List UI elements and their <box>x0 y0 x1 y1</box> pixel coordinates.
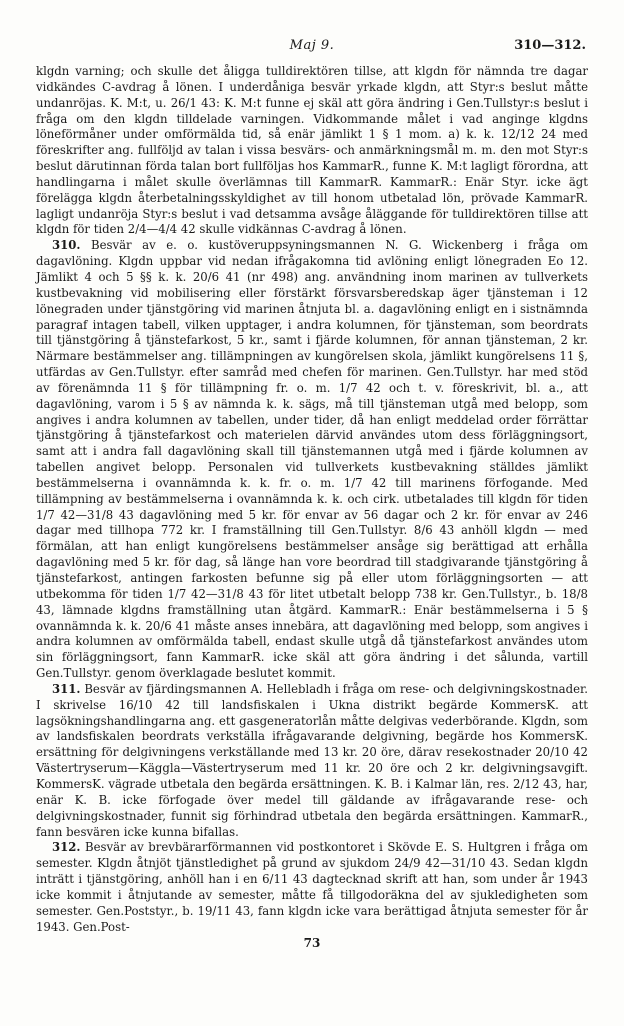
case-number-310: 310. <box>52 238 81 253</box>
paragraph-310 <box>36 238 588 682</box>
page-body <box>36 64 588 935</box>
page-header <box>36 38 588 56</box>
page-number: 73 <box>303 936 321 950</box>
header-case-range: 310—312. <box>514 38 586 53</box>
paragraph-text: Besvär av e. o. kustöveruppsyningsmannen N. G. Wickenberg i fråga om dagavlöning. Klgdn uppbar vid nedan ifrågakomna tid avlöning enligt lönegraden Eo 12. Jämlikt 4 och 5 §§ k. k. 20/6 41 (nr 498) ang. användning inom marinen av tullverkets kustbevakning vid mobilisering eller förstärkt försvarsberedskap äger tjänsteman i 12 lönegraden under tjänstgöring vid marinen åtnjuta bl. a. dagavlöning enligt en i sistnämnda paragraf intagen tabell, vilken upptager, i andra kolumnen, för tjänsteman, som beordrats till tjänstgöring å tjänstefarkost, 5 kr., samt i fjärde kolumnen, för annan tjänsteman, 2 kr. Närmare bestämmelser ang. tillämpningen av kungörelsen skola, jämlikt kungörelsens 11 §, utfärdas av Gen.Tullstyr. efter samråd med chefen för marinen. Gen.Tullstyr. har med stöd av förenämnda 11 § för tillämpning fr. o. m. 1/7 42 och t. v. föreskrivit, bl. a., att dagavlöning, varom i 5 § av nämnda k. k. sägs, må till tjänsteman utgå med belopp, som angives i andra kolumnen av tabellen, under tider, då han enligt meddelad order förrättar tjänstgöring å tjänstefarkost och materielen därvid användes utom dess förläggningsort, samt att i andra fall dagavlöning skall till tjänstemannen utgå med i fjärde kolumnen av tabellen angivet belopp. Personalen vid tullverkets kustbevakning ställdes jämlikt bestämmelserna i ovannämnda k. k. fr. o. m. 1/7 42 till marinens förfogande. Med tillämpning av bestämmelserna i ovannämnda k. k. och cirk. utbetalades till klgdn för tiden 1/7 42—31/8 43 dagavlöning med 5 kr. för envar av 56 dagar och 2 kr. för envar av 246 dagar med tillhopa 772 kr. I framställning till Gen.Tullstyr. 8/6 43 anhöll klgdn — med förmälan, att han enligt kungörelsens bestämmelser ansåge sig berättigad att erhålla dagavlöning med 5 kr. för dag, så länge han vore beordrad till stadgivarande tjänstgöring å tjänstefarkost, antingen farkosten befunne sig på eller utom förläggningsorten — att utbekomma för tiden 1/7 42—31/8 43 för litet utbetalt belopp 738 kr. Gen.Tullstyr., b. 18/8 43, lämnade klgdns framställning utan åtgärd. KammarR.: Enär bestämmelserna i 5 § ovannämnda k. k. 20/6 41 måste anses innebära, att dagavlöning med belopp, som angives i andra kolumnen av omförmälda tabell, endast skulle utgå då tjänstefarkost användes utom sin förläggningsort, fann KammarR. icke skäl att göra ändring i det sålunda, vartill Gen.Tullstyr. genom överklagade beslutet kommit. <box>36 238 588 681</box>
paragraph-continued <box>36 64 588 238</box>
paragraph-311 <box>36 682 588 840</box>
paragraph-312 <box>36 840 588 935</box>
header-title: Maj 9. <box>289 38 335 53</box>
paragraph-text: Besvär av brevbärarförmannen vid postkontoret i Skövde E. S. Hultgren i fråga om semester. Klgdn åtnjöt tjänstledighet på grund av sjukdom 24/9 42—31/10 43. Sedan klgdn inträtt i tjänstgöring, anhöll han i en 6/11 43 dagtecknad skrift att han, som under år 1943 icke kommit i åtnjutande av semester, måtte få tillgodoräkna del av sjukledigheten som semester. Gen.Poststyr., b. 19/11 43, fann klgdn icke vara berättigad åtnjuta semester för år 1943. Gen.Post- <box>36 840 589 934</box>
paragraph-text: klgdn varning; och skulle det åligga tulldirektören tillse, att klgdn för nämnda tre dagar vidkändes C-avdrag å lönen. I underdåniga besvär yrkade klgdn, att Styr:s beslut måtte undanröjas. K. M:t, u. 26/1 43: K. M:t funne ej skäl att göra ändring i Gen.Tullstyr:s beslut i fråga om den klgdn tilldelade varningen. Vidkommande målet i vad anginge klgdns löneförmåner under omförmälda tid, så enär jämlikt 1 § 1 mom. a) k. k. 12/12 24 med föreskrifter ang. fullföljd av talan i vissa besvärs- och anmärkningsmål m. m. den mot Styr:s beslut därutinnan förda talan bort fullföljas hos KammarR., funne K. M:t lagligt förordna, att handlingarna i målet skulle överlämnas till KammarR. KammarR.: Enär Styr. icke ägt förelägga klgdn återbetalningsskyldighet av till honom utbetalad lön, prövade KammarR. lagligt undanröja Styr:s beslut i vad detsamma avsåge åläggande för tulldirektören tillse att klgdn för tiden 2/4—4/4 42 skulle vidkännas C-avdrag å lönen. <box>36 64 588 237</box>
case-number-312: 312. <box>52 840 81 855</box>
paragraph-text: Besvär av fjärdingsmannen A. Hellebladh i fråga om rese- och delgivningskostnader. I skrivelse 16/10 42 till landsfiskalen i Ukna distrikt begärde KommersK. att lagsökningshandlingarna ang. ett gasgeneratorlån måtte delgivas vederbörande. Klgdn, som av landsfiskalen beordrats verkställa ifrågavarande delgivning, begärde hos KommersK. ersättning för delgivningens verkställande med 13 kr. 20 öre, därav resekostnader 20/10 42 Västertryserum—Käggla—Västertryserum med 11 kr. 20 öre och 2 kr. delgivningsavgift. KommersK. vägrade utbetala den begärda ersättningen. K. B. i Kalmar län, res. 2/12 43, har, enär K. B. icke förfogade över medel till gäldande av ifrågavarande rese- och delgivningskostnader, funnit sig förhindrad utbetala den begärda ersättningen. KammarR., fann besvären icke kunna bifallas. <box>36 681 588 839</box>
case-number-311: 311. <box>52 681 81 696</box>
